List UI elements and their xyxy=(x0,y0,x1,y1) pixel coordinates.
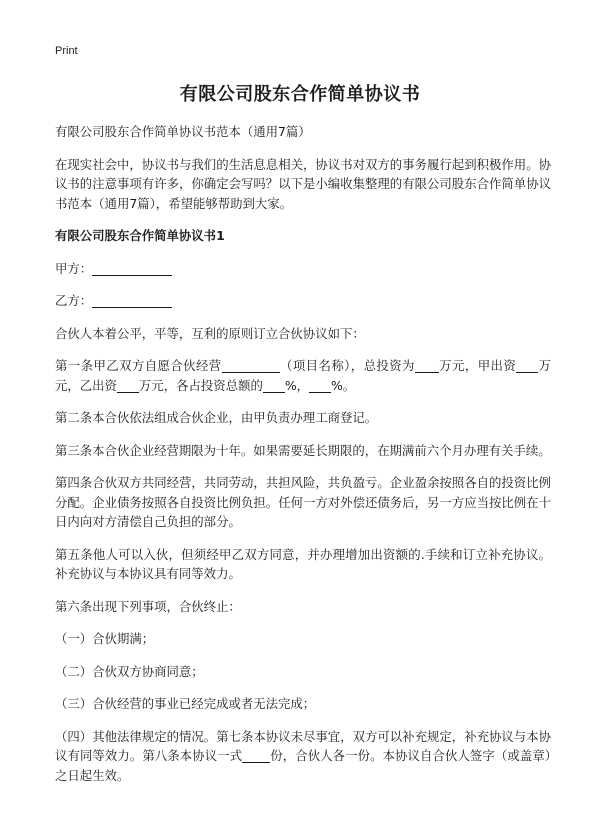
article-5: 第五条他人可以入伙，但须经甲乙双方同意，并办理增加出资额的.手续和订立补充协议。补充协议与本协议具有同等效力。 xyxy=(55,546,551,581)
party-a-share-blank xyxy=(263,378,285,393)
article-3: 第三条本合伙企业经营期限为十年。如果需要延长期限的，在期满前六个月办理有关手续。 xyxy=(55,442,551,458)
party-b-label: 乙方： xyxy=(55,293,93,308)
project-name-blank xyxy=(222,358,280,373)
party-b-investment-blank xyxy=(117,378,139,393)
item-4-text: （四）其他法律规定的情况。第七条本协议未尽事宜，双方可以补充规定，补充协议与本协议有同等效力。第八条本协议一式 xyxy=(55,728,551,763)
item-4-text: 份，合伙人各一份。本协议自合伙人签字（或盖章）之日起生效。 xyxy=(55,748,551,783)
article-4: 第四条合伙双方共同经营，共同劳动，共担风险，共负盈亏。企业盈余按照各自的投资比例分配。企业债务按照各自投资比例负担。任何一方对外偿还债务后，另一方应当按比例在十日内向对方清偿自己负担的部分。 xyxy=(55,475,551,529)
party-b-blank xyxy=(92,293,172,308)
document-title: 有限公司股东合作简单协议书 xyxy=(179,84,421,105)
intro-paragraph: 在现实社会中，协议书与我们的生活息息相关，协议书对双方的事务履行起到积极作用。协议书的注意事项有许多，你确定会写吗？以下是小编收集整理的有限公司股东合作简单协议书范本（通用7篇），希望能够帮助到大家。 xyxy=(55,156,551,211)
article-1-text: 万元，乙出资 xyxy=(55,358,552,393)
print-link[interactable]: Print xyxy=(55,45,78,57)
total-investment-blank xyxy=(415,358,439,373)
article-1-text: （项目名称），总投资为 xyxy=(279,358,415,373)
article-1-text: %， xyxy=(284,377,310,393)
termination-item-4 xyxy=(55,727,551,786)
subtitle: 有限公司股东合作简单协议书范本（通用7篇） xyxy=(55,124,311,139)
party-a-label: 甲方： xyxy=(55,260,93,276)
party-b-share-blank xyxy=(309,378,331,393)
preamble: 合伙人本着公平，平等，互利的原则订立合伙协议如下： xyxy=(55,325,365,341)
article-1-text: 万元，甲出资 xyxy=(438,358,517,373)
copies-blank xyxy=(242,748,270,763)
termination-item-3: （三）合伙经营的事业已经完成或者无法完成； xyxy=(55,696,316,711)
termination-item-2: （二）合伙双方协商同意； xyxy=(55,663,204,679)
section-heading: 有限公司股东合作简单协议书1 xyxy=(55,228,225,243)
article-2: 第二条本合伙依法组成合伙企业，由甲负责办理工商登记。 xyxy=(55,410,378,425)
article-1-text: %。 xyxy=(331,377,356,393)
document-body xyxy=(55,122,551,798)
article-1-text: 万元，各占投资总额的 xyxy=(138,377,263,393)
party-b-line xyxy=(55,291,551,311)
party-a-blank xyxy=(92,261,172,276)
article-1 xyxy=(55,356,551,395)
party-a-line xyxy=(55,259,551,279)
article-6: 第六条出现下列事项，合伙终止： xyxy=(55,598,241,614)
party-a-investment-blank xyxy=(516,358,538,373)
termination-item-1: （一）合伙期满； xyxy=(55,631,155,646)
article-1-text: 第一条甲乙双方自愿合伙经营 xyxy=(55,358,222,373)
